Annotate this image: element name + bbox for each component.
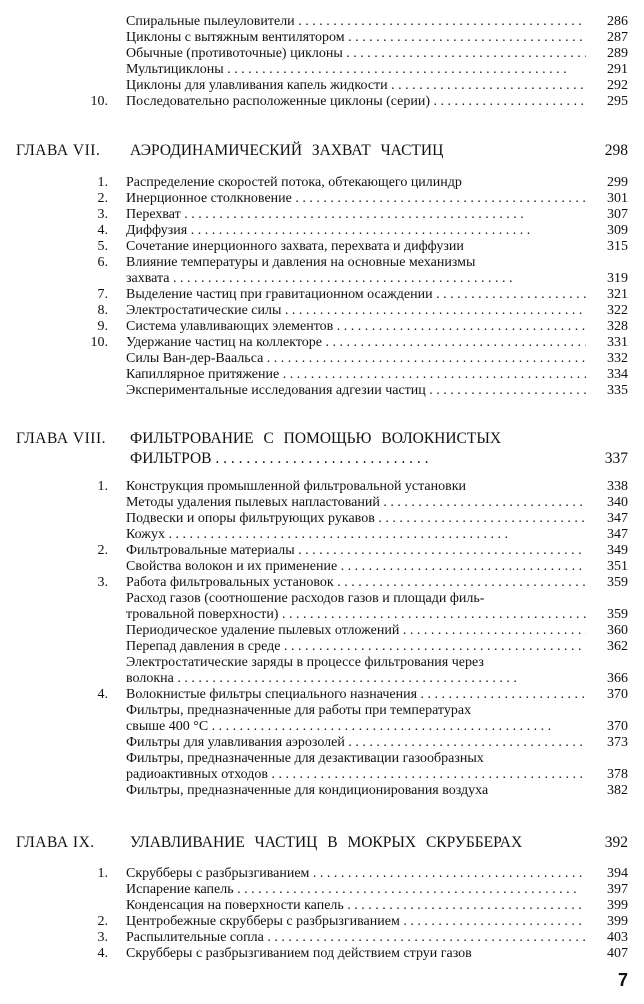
toc-entry	[0, 303, 644, 319]
toc-entry	[0, 559, 644, 575]
toc-entry	[0, 946, 644, 962]
toc-entry	[0, 94, 644, 110]
entry-title: Фильтры, предназначенные для дезактивации газообразных	[126, 751, 484, 766]
entry-title: Выделение частиц при гравитационном осаждении . .	[126, 287, 586, 303]
entry-title: Периодическое удаление пылевых отложений . .	[126, 623, 586, 639]
entry-title: Расход газов (соотношение расходов газов и площади филь-	[126, 591, 485, 606]
chapter-8-page: 337	[604, 450, 628, 467]
entry-title: Перехват . .	[126, 207, 586, 223]
toc-entry	[0, 46, 644, 62]
entry-title: Электростатические силы . .	[126, 303, 586, 319]
entry-page: 321	[607, 287, 628, 302]
entry-title: Фильтры, предназначенные для работы при температурах	[126, 703, 472, 718]
entry-page: 347	[607, 527, 628, 542]
entry-page: 360	[607, 623, 628, 638]
entry-page: 340	[607, 495, 628, 510]
entry-page: 309	[607, 223, 628, 238]
entry-title: Распылительные сопла . .	[126, 930, 586, 946]
entry-page: 334	[607, 367, 628, 382]
entry-title: Инерционное столкновение . .	[126, 191, 586, 207]
entry-page: 291	[607, 62, 628, 77]
toc-entry	[0, 14, 644, 30]
entry-page: 331	[607, 335, 628, 350]
entry-number: 2.	[97, 914, 108, 929]
chapter-8-label: ГЛАВА VIII.	[16, 430, 106, 447]
toc-entry	[0, 639, 644, 655]
entry-page: 335	[607, 383, 628, 398]
entry-number: 5.	[97, 239, 108, 254]
entry-page: 338	[607, 479, 628, 494]
entry-number: 7.	[97, 287, 108, 302]
entry-page: 399	[607, 898, 628, 913]
entry-title: Мультициклоны . .	[126, 62, 586, 78]
entry-page: 362	[607, 639, 628, 654]
entry-number: 4.	[97, 946, 108, 961]
entry-title: Свойства волокон и их применение . .	[126, 559, 586, 575]
chapter-7-title: АЭРОДИНАМИЧЕСКИЙ ЗАХВАТ ЧАСТИЦ	[130, 142, 444, 159]
entry-number: 1.	[97, 479, 108, 494]
chapter-9-label: ГЛАВА IX.	[16, 834, 95, 851]
toc-entry	[0, 287, 644, 303]
entry-page: 366	[607, 671, 628, 686]
toc-entry	[0, 575, 644, 591]
entry-page: 322	[607, 303, 628, 318]
entry-title: Удержание частиц на коллекторе . .	[126, 335, 586, 351]
entry-page: 359	[607, 607, 628, 622]
toc-entry	[0, 751, 644, 767]
chapter-8-title-line2: ФИЛЬТРОВ . .	[130, 449, 580, 469]
toc-entry	[0, 719, 644, 735]
entry-title: Конденсация на поверхности капель . .	[126, 898, 586, 914]
toc-entry	[0, 30, 644, 46]
entry-page: 295	[607, 94, 628, 109]
entry-title: Циклоны с вытяжным вентилятором . .	[126, 30, 586, 46]
entry-title: Кожух . .	[126, 527, 586, 543]
chapter-8-heading	[0, 429, 644, 449]
entry-page: 370	[607, 687, 628, 702]
toc-entry	[0, 687, 644, 703]
entry-page: 299	[607, 175, 628, 190]
entry-title: Скрубберы с разбрызгиванием под действием струи газов	[126, 946, 472, 961]
toc-entry	[0, 591, 644, 607]
toc-entry	[0, 175, 644, 191]
entry-page: 349	[607, 543, 628, 558]
entry-title: Методы удаления пылевых напластований . .	[126, 495, 586, 511]
entry-title: Фильтровальные материалы . .	[126, 543, 586, 559]
entry-page: 319	[607, 271, 628, 286]
entry-title: Капиллярное притяжение . .	[126, 367, 586, 383]
entry-number: 3.	[97, 575, 108, 590]
entry-title: Работа фильтровальных установок . .	[126, 575, 586, 591]
entry-number: 10.	[90, 94, 108, 109]
entry-title: Скрубберы с разбрызгиванием . .	[126, 866, 586, 882]
toc-entry	[0, 735, 644, 751]
entry-title: Волокнистые фильтры специального назначения . .	[126, 687, 586, 703]
toc-entry	[0, 671, 644, 687]
entry-page: 328	[607, 319, 628, 334]
toc-entry	[0, 207, 644, 223]
entry-page: 370	[607, 719, 628, 734]
entry-page: 394	[607, 866, 628, 881]
chapter-9-page: 392	[604, 834, 628, 851]
toc-entry	[0, 767, 644, 783]
entry-page: 351	[607, 559, 628, 574]
chapter-7-label: ГЛАВА VII.	[16, 142, 101, 159]
page-number: 7	[617, 970, 628, 990]
entry-page: 286	[607, 14, 628, 29]
entry-page: 315	[607, 239, 628, 254]
toc-entry	[0, 239, 644, 255]
entry-title: волокна . .	[126, 671, 586, 687]
entry-title: Подвески и опоры фильтрующих рукавов . .	[126, 511, 586, 527]
toc-entry	[0, 479, 644, 495]
entry-title: Обычные (противоточные) циклоны . .	[126, 46, 586, 62]
toc-entry	[0, 78, 644, 94]
toc-entry	[0, 914, 644, 930]
entry-number: 10.	[90, 335, 108, 350]
chapter-9-heading	[0, 833, 644, 853]
entry-title: Фильтры для улавливания аэрозолей . .	[126, 735, 586, 751]
entry-number: 1.	[97, 866, 108, 881]
toc-entry	[0, 930, 644, 946]
entry-number: 2.	[97, 543, 108, 558]
chapter-9-title: УЛАВЛИВАНИЕ ЧАСТИЦ В МОКРЫХ СКРУББЕРАХ	[130, 834, 523, 851]
entry-page: 397	[607, 882, 628, 897]
toc-entry	[0, 255, 644, 271]
entry-title: Сочетание инерционного захвата, перехвата и диффузии	[126, 239, 464, 254]
entry-page: 307	[607, 207, 628, 222]
toc-entry	[0, 703, 644, 719]
toc-entry	[0, 495, 644, 511]
entry-page: 399	[607, 914, 628, 929]
entry-title: Электростатические заряды в процессе фильтрования через	[126, 655, 484, 670]
entry-title: Диффузия . .	[126, 223, 586, 239]
entry-page: 347	[607, 511, 628, 526]
toc-entry	[0, 223, 644, 239]
toc-entry	[0, 319, 644, 335]
toc-entry	[0, 191, 644, 207]
entry-title: Фильтры, предназначенные для кондиционирования воздуха	[126, 783, 489, 798]
entry-title: Циклоны для улавливания капель жидкости . .	[126, 78, 586, 94]
entry-title: Влияние температуры и давления на основные механизмы	[126, 255, 476, 270]
entry-title: захвата . .	[126, 271, 586, 287]
toc-entry	[0, 783, 644, 799]
entry-page: 359	[607, 575, 628, 590]
entry-title: Перепад давления в среде . .	[126, 639, 586, 655]
entry-title: Система улавливающих элементов . .	[126, 319, 586, 335]
entry-number: 3.	[97, 207, 108, 222]
entry-number: 1.	[97, 175, 108, 190]
entry-page: 378	[607, 767, 628, 782]
entry-number: 4.	[97, 223, 108, 238]
entry-page: 382	[607, 783, 628, 798]
entry-page: 373	[607, 735, 628, 750]
toc-entry	[0, 511, 644, 527]
entry-page: 403	[607, 930, 628, 945]
toc-entry	[0, 383, 644, 399]
entry-number: 6.	[97, 255, 108, 270]
toc-entry	[0, 898, 644, 914]
entry-title: тровальной поверхности) . .	[126, 607, 586, 623]
toc-entry	[0, 866, 644, 882]
chapter-8-title: ФИЛЬТРОВАНИЕ С ПОМОЩЬЮ ВОЛОКНИСТЫХ	[130, 430, 502, 447]
entry-page: 289	[607, 46, 628, 61]
entry-page: 292	[607, 78, 628, 93]
entry-title: Спиральные пылеуловители . .	[126, 14, 586, 30]
chapter-7-page: 298	[604, 142, 628, 159]
entry-page: 407	[607, 946, 628, 961]
entry-title: радиоактивных отходов . .	[126, 767, 586, 783]
toc-entry	[0, 351, 644, 367]
entry-title: Силы Ван-дер-Ваальса . .	[126, 351, 586, 367]
entry-title: Экспериментальные исследования адгезии частиц . .	[126, 383, 586, 399]
entry-page: 287	[607, 30, 628, 45]
toc-entry	[0, 882, 644, 898]
entry-title: Центробежные скрубберы с разбрызгиванием . .	[126, 914, 586, 930]
entry-number: 4.	[97, 687, 108, 702]
toc-entry	[0, 543, 644, 559]
entry-title: Конструкция промышленной фильтровальной установки	[126, 479, 467, 494]
entry-page: 301	[607, 191, 628, 206]
toc-entry	[0, 367, 644, 383]
toc-entry	[0, 271, 644, 287]
toc-entry	[0, 527, 644, 543]
entry-title: Испарение капель . .	[126, 882, 586, 898]
entry-number: 9.	[97, 319, 108, 334]
entry-page: 332	[607, 351, 628, 366]
toc-entry	[0, 335, 644, 351]
entry-number: 2.	[97, 191, 108, 206]
chapter-8-page-row	[0, 449, 644, 469]
toc-entry	[0, 607, 644, 623]
entry-number: 3.	[97, 930, 108, 945]
entry-title: свыше 400 °C . .	[126, 719, 586, 735]
chapter-7-heading	[0, 141, 644, 161]
entry-title: Последовательно расположенные циклоны (серии) . .	[126, 94, 586, 110]
entry-number: 8.	[97, 303, 108, 318]
toc-entry	[0, 655, 644, 671]
toc-entry	[0, 62, 644, 78]
entry-title: Распределение скоростей потока, обтекающего цилиндр	[126, 175, 462, 190]
toc-entry	[0, 623, 644, 639]
